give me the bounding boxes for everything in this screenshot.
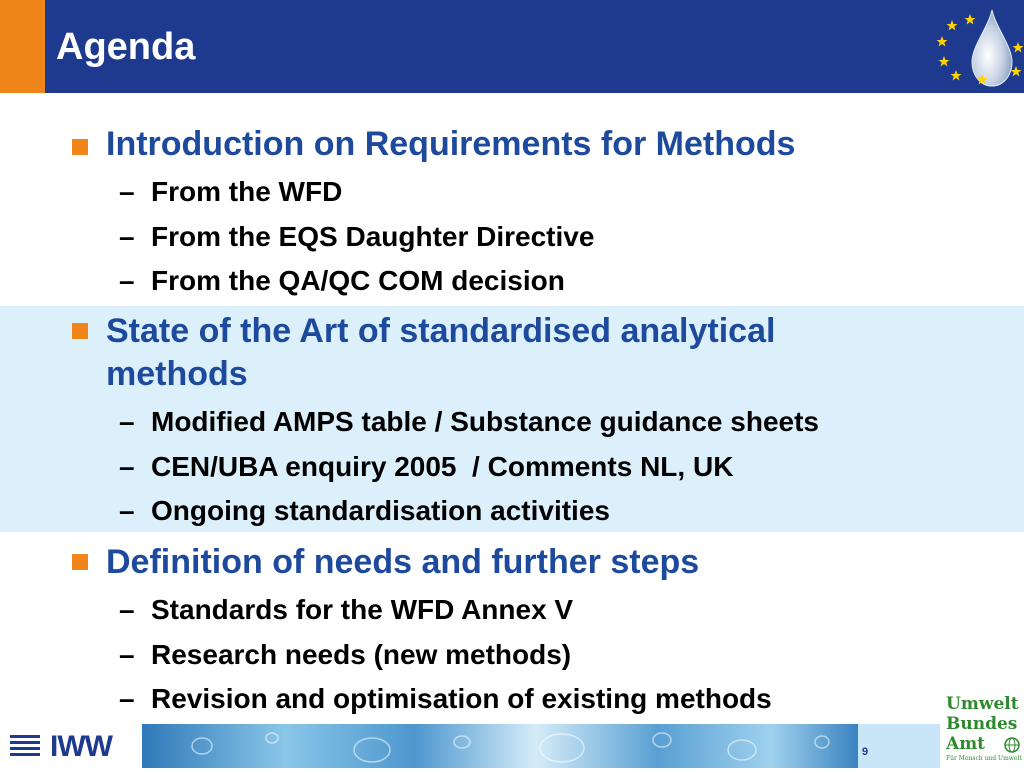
dash-icon: – <box>119 594 135 625</box>
agenda-heading-continued: methods <box>106 355 248 393</box>
agenda-subitem: Standards for the WFD Annex V <box>151 594 574 625</box>
uba-logo-line: Umwelt <box>946 694 1019 714</box>
agenda-heading: Definition of needs and further steps <box>106 543 700 581</box>
uba-logo-line: Amt <box>946 734 986 754</box>
agenda-subitem: Research needs (new methods) <box>151 639 572 670</box>
orange-square-icon <box>72 323 88 339</box>
dash-icon: – <box>119 683 135 714</box>
agenda-subitem: CEN/UBA enquiry 2005 / Comments NL, UK <box>151 451 734 482</box>
umweltbundesamt-logo <box>940 693 1024 768</box>
page-number: 9 <box>862 746 869 758</box>
dash-icon: – <box>119 406 135 437</box>
water-splash-image <box>142 724 858 768</box>
dash-icon: – <box>119 639 135 670</box>
iww-logo-text: IWW <box>50 730 112 763</box>
agenda-subitem: Modified AMPS table / Substance guidance sheets <box>151 406 819 437</box>
uba-logo-line: Bundes <box>946 714 1018 734</box>
iww-stripes-icon <box>10 732 44 762</box>
agenda-subitem: Ongoing standardisation activities <box>151 495 610 526</box>
dash-icon: – <box>119 221 135 252</box>
dash-icon: – <box>119 265 135 296</box>
water-bubbles-decoration <box>142 724 858 768</box>
orange-square-icon <box>72 554 88 570</box>
dash-icon: – <box>119 176 135 207</box>
agenda-heading: Introduction on Requirements for Methods <box>106 125 796 163</box>
orange-square-icon <box>72 139 88 155</box>
dash-icon: – <box>119 451 135 482</box>
agenda-subitem: From the WFD <box>151 176 343 207</box>
agenda-heading: State of the Art of standardised analytical <box>106 312 776 350</box>
uba-tagline: Für Mensch und Umwelt <box>946 755 1022 762</box>
agenda-subitem: From the QA/QC COM decision <box>151 265 565 296</box>
globe-icon <box>1004 737 1020 753</box>
iww-logo <box>10 730 130 762</box>
dash-icon: – <box>119 495 135 526</box>
agenda-subitem: From the EQS Daughter Directive <box>151 221 595 252</box>
slide-title: Agenda <box>56 26 196 68</box>
agenda-subitem: Revision and optimisation of existing methods <box>151 683 772 714</box>
